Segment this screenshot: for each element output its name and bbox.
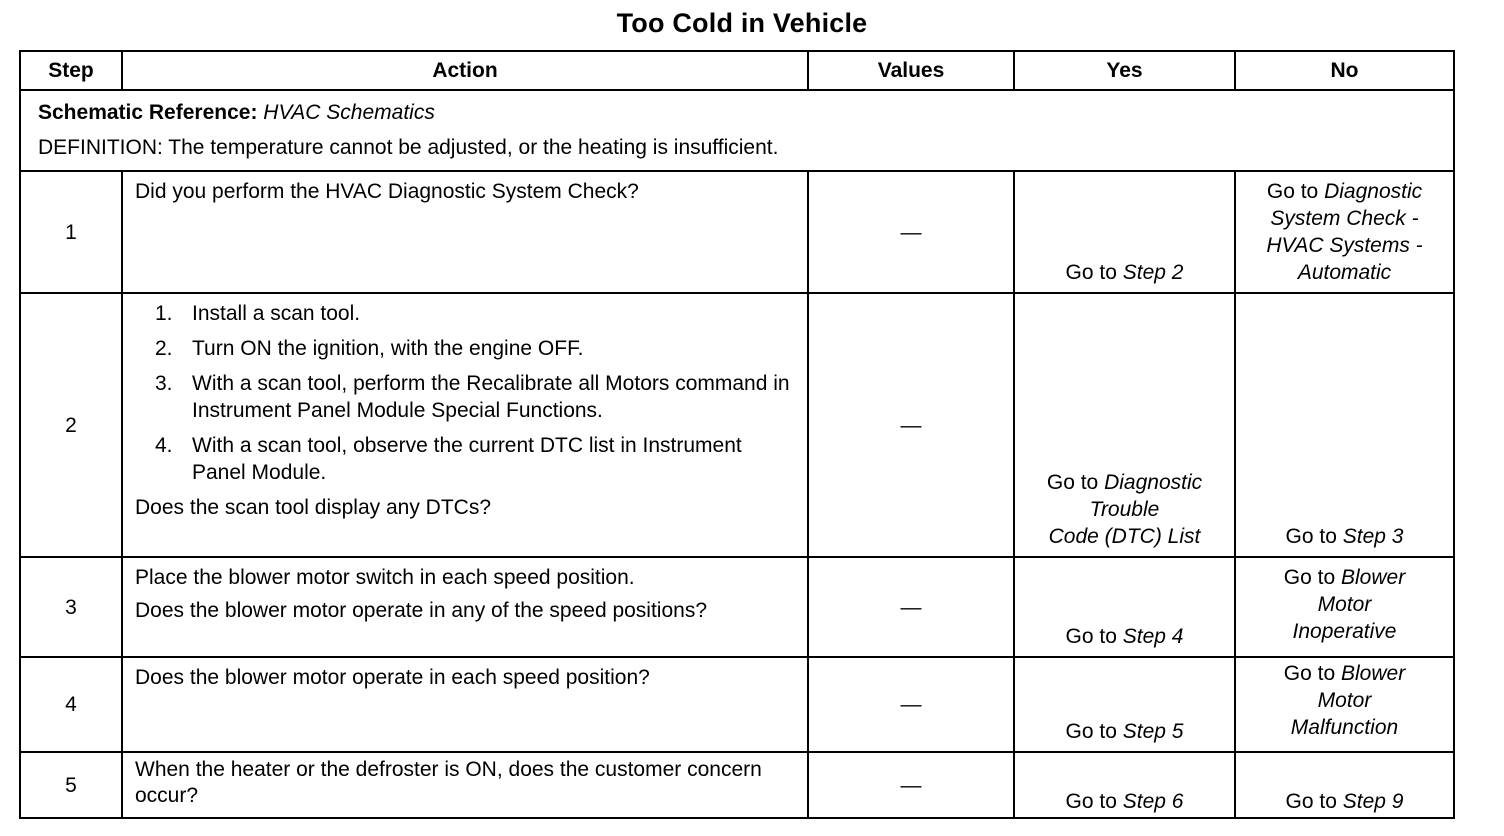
list-item: [135, 370, 797, 424]
page-title: Too Cold in Vehicle: [616, 8, 868, 38]
no-target: Step 3: [1342, 525, 1404, 548]
list-item-text: With a scan tool, perform the Recalibrate all Motors command in Instrument Panel Module Special Functions.: [192, 372, 790, 422]
yes-cell: [1014, 171, 1235, 293]
action-cell: [122, 657, 808, 752]
yes-target: Step 2: [1122, 261, 1184, 284]
yes-target-line: Trouble: [1089, 498, 1160, 521]
list-item-text: Turn ON the ignition, with the engine OFF.: [192, 337, 584, 360]
schematic-reference-label: Schematic Reference:: [38, 101, 258, 124]
no-target-line: Diagnostic: [1324, 180, 1423, 203]
value-cell: [808, 657, 1014, 752]
table-row: [20, 557, 1454, 657]
no-target-line: System Check -: [1270, 207, 1419, 230]
yes-target-line: Diagnostic: [1104, 471, 1203, 494]
reference-row: [20, 90, 1454, 171]
diagnostic-table: [19, 50, 1455, 819]
yes-cell: [1014, 293, 1235, 557]
action-cell: [122, 752, 808, 818]
go-to-label: Go to: [1283, 662, 1336, 685]
go-to-label: Go to: [1046, 471, 1099, 494]
action-question: Does the blower motor operate in any of the speed positions?: [135, 599, 708, 622]
table-row: [20, 293, 1454, 557]
value-cell: [808, 752, 1014, 818]
no-cell: [1235, 293, 1454, 557]
no-target-line: Blower: [1341, 662, 1406, 685]
yes-target: Step 4: [1122, 625, 1184, 648]
yes-cell: [1014, 752, 1235, 818]
list-item: [135, 335, 797, 362]
action-text: When the heater or the defroster is ON, does the customer concern occur?: [135, 758, 762, 807]
action-cell: [122, 557, 808, 657]
value-dash: —: [900, 220, 922, 244]
value-cell: [808, 557, 1014, 657]
go-to-label: Go to: [1065, 790, 1117, 813]
no-target-line: Inoperative: [1292, 620, 1397, 643]
no-target-line: Automatic: [1297, 261, 1392, 284]
no-target-line: HVAC Systems -: [1266, 234, 1423, 257]
header-yes: Yes: [1014, 51, 1235, 90]
action-text: Did you perform the HVAC Diagnostic System Check?: [135, 180, 639, 203]
value-cell: [808, 293, 1014, 557]
go-to-label: Go to: [1283, 566, 1336, 589]
header-no: No: [1235, 51, 1454, 90]
table-row: [20, 171, 1454, 293]
step-number: 5: [20, 752, 122, 818]
no-target-line: Malfunction: [1290, 716, 1399, 739]
no-cell: [1235, 657, 1454, 752]
list-item-number: 1.: [155, 302, 173, 325]
list-item-number: 4.: [155, 434, 173, 457]
value-dash: —: [900, 693, 922, 716]
go-to-label: Go to: [1285, 525, 1337, 548]
action-question: Does the scan tool display any DTCs?: [135, 496, 492, 519]
go-to-label: Go to: [1065, 261, 1117, 284]
go-to-label: Go to: [1065, 625, 1117, 648]
step-number: 3: [20, 557, 122, 657]
no-cell: [1235, 752, 1454, 818]
no-cell: [1235, 557, 1454, 657]
no-cell: [1235, 171, 1454, 293]
table-row: [20, 657, 1454, 752]
list-item-text: With a scan tool, observe the current DTC list in Instrument Panel Module.: [192, 434, 742, 484]
yes-cell: [1014, 557, 1235, 657]
no-target-line: Motor: [1317, 593, 1372, 616]
go-to-label: Go to: [1065, 720, 1117, 743]
header-action: Action: [122, 51, 808, 90]
value-dash: —: [900, 773, 922, 797]
list-item-text: Install a scan tool.: [192, 302, 361, 325]
yes-target-line: Code (DTC) List: [1048, 525, 1201, 548]
action-cell: [122, 171, 808, 293]
value-dash: —: [900, 413, 922, 437]
value-cell: [808, 171, 1014, 293]
table-row: [20, 752, 1454, 818]
yes-target: Step 5: [1122, 720, 1184, 743]
reference-cell: [20, 90, 1454, 171]
action-list: [135, 300, 797, 486]
action-text: Place the blower motor switch in each speed position.: [135, 566, 635, 589]
header-step: Step: [20, 51, 122, 90]
action-cell: [122, 293, 808, 557]
yes-target: Step 6: [1122, 790, 1184, 813]
no-target: Step 9: [1342, 790, 1404, 813]
schematic-reference: [38, 95, 1453, 130]
go-to-label: Go to: [1266, 180, 1319, 203]
value-dash: —: [900, 595, 922, 619]
action-text: Does the blower motor operate in each speed position?: [135, 666, 650, 689]
schematic-reference-link: HVAC Schematics: [263, 101, 435, 124]
list-item: [135, 300, 797, 327]
step-number: 2: [20, 293, 122, 557]
step-number: 4: [20, 657, 122, 752]
yes-cell: [1014, 657, 1235, 752]
step-number: 1: [20, 171, 122, 293]
definition-text: DEFINITION: The temperature cannot be adjusted, or the heating is insufficient.: [38, 136, 779, 159]
header-row: [20, 51, 1454, 90]
list-item: [135, 432, 797, 486]
header-values: Values: [808, 51, 1014, 90]
go-to-label: Go to: [1285, 790, 1337, 813]
list-item-number: 2.: [155, 337, 173, 360]
no-target-line: Motor: [1317, 689, 1372, 712]
list-item-number: 3.: [155, 372, 173, 395]
no-target-line: Blower: [1341, 566, 1406, 589]
